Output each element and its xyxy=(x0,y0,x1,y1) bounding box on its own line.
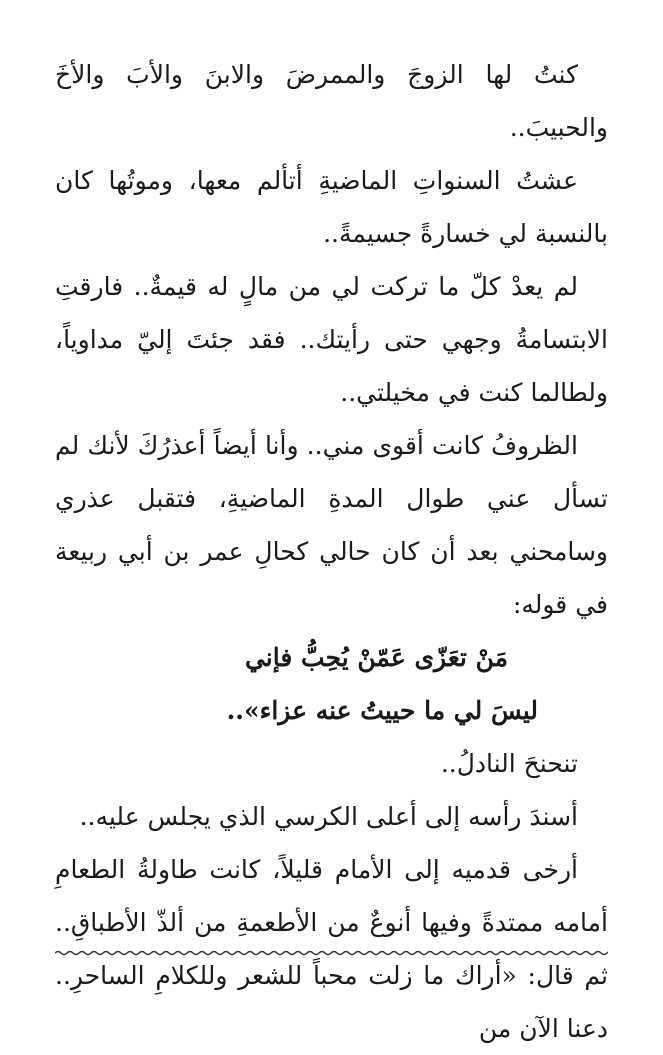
paragraph-7: أرخى قدميه إلى الأمام قليلاً، كانت طاولةُ الطعامِ أمامه ممتدةً وفيها أنوعٌ من الأطعمةِ من ألذّ الأطباقِ.. ثم قال: «أراك ما زلت محباً للشعر وللكلامِ الساحرِ.. دعنا الآن من xyxy=(55,855,608,1043)
paragraph-1: كنتُ لها الزوجَ والممرضَ والابنَ والأبَ والأخَ والحبيبَ.. xyxy=(55,60,608,142)
paragraph-6: أسندَ رأسه إلى أعلى الكرسي الذي يجلس عليه.. xyxy=(79,802,578,831)
paragraph-2: عشتُ السنواتِ الماضيةِ أتألم معها، وموتُها كان بالنسبة لي خسارةً جسيمةً.. xyxy=(55,166,608,248)
poem-verse-line-1: مَنْ تعَزّى عَمّنْ يُحِبُّ فإني xyxy=(244,643,508,672)
paragraph-5: تنحنحَ النادلُ.. xyxy=(440,749,578,778)
book-page-text xyxy=(55,48,608,1055)
wavy-divider-ornament xyxy=(55,945,608,961)
paragraph-4: الظروفُ كانت أقوى مني.. وأنا أيضاً أعذرُكَ لأنك لم تسأل عني طوال المدةِ الماضيةِ، فتقبل عذري وسامحني بعد أن كان حالي كحالِ عمر بن أبي ربيعة في قوله: xyxy=(55,431,608,619)
poem-verse-line-2: ليسَ لي ما حييتُ عنه عزاء».. xyxy=(226,696,538,725)
paragraph-3: لم يعدْ كلّ ما تركت لي من مالٍ له قيمةٌ.. فارقتِ الابتسامةُ وجهي حتى رأيتك.. فقد جئتَ إليّ مداوياً، ولطالما كنت في مخيلتي.. xyxy=(55,272,608,407)
